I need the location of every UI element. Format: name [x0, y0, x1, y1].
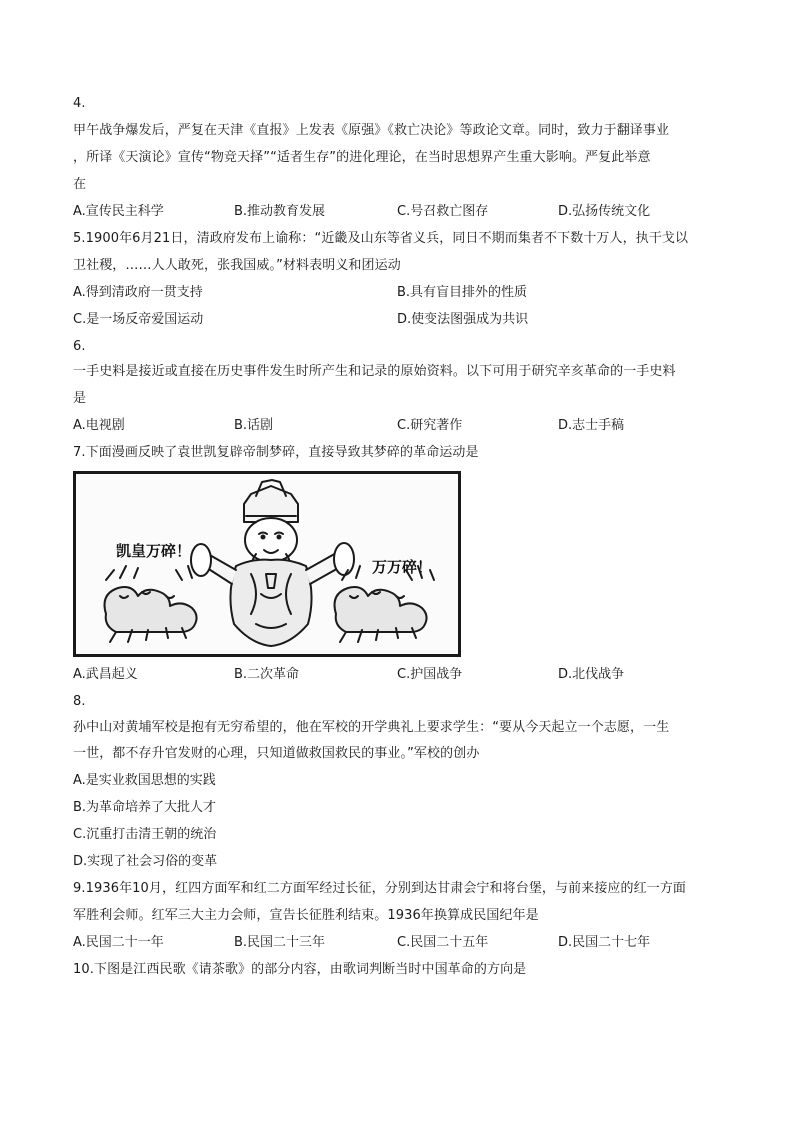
q6-option-c: C.研究著作: [397, 418, 463, 433]
q7-option-b: B.二次革命: [234, 667, 300, 682]
q9-option-d: D.民国二十七年: [558, 935, 651, 950]
q8-option-a: A.是实业救国思想的实践: [73, 773, 216, 788]
q7-stem: 7.下面漫画反映了袁世凯复辟帝制梦碎，直接导致其梦碎的革命运动是: [73, 445, 479, 460]
q4-stem-line-3: 在: [73, 177, 87, 192]
q6-option-d: D.志士手稿: [558, 418, 625, 433]
q4-option-a: A.宣传民主科学: [73, 204, 164, 219]
cartoon-left-caption: 凯皇万碎！: [116, 542, 192, 560]
q7-option-d: D.北伐战争: [558, 667, 625, 682]
q6-stem-line-1: 一手史料是接近或直接在历史事件发生时所产生和记录的原始资料。以下可用于研究辛亥革命的一手史料: [73, 364, 676, 379]
q5-option-d: D.使变法图强成为共识: [397, 312, 529, 327]
q5-stem-line-2: 卫社稷，……人人敢死，张我国威。”材料表明义和团运动: [73, 258, 401, 273]
q4-number: 4.: [73, 96, 86, 111]
q5-option-a: A.得到清政府一贯支持: [73, 285, 203, 300]
q8-stem-line-1: 孙中山对黄埔军校是抱有无穷希望的，他在军校的开学典礼上要求学生：“要从今天起立一个志愿，一生: [73, 720, 670, 735]
q9-option-a: A.民国二十一年: [73, 935, 164, 950]
q9-option-c: C.民国二十五年: [397, 935, 489, 950]
q5-option-c: C.是一场反帝爱国运动: [73, 312, 204, 327]
q4-stem-line-1: 甲午战争爆发后，严复在天津《直报》上发表《原强》《救亡决论》等政论文章。同时，致力于翻译事业: [73, 123, 670, 138]
q4-option-c: C.号召救亡图存: [397, 204, 489, 219]
q9-stem-line-1: 9.1936年10月，红四方面军和红二方面军经过长征，分别到达甘肃会宁和将台堡，与前来接应的红一方面: [73, 881, 687, 896]
q4-option-b: B.推动教育发展: [234, 204, 326, 219]
q6-stem-line-2: 是: [73, 391, 87, 406]
yuan-shikai-cartoon: [73, 471, 461, 657]
q8-stem-line-2: 一世，都不存升官发财的心理，只知道做救国救民的事业。”军校的创办: [73, 746, 480, 761]
q9-stem-line-2: 军胜利会师。红军三大主力会师，宣告长征胜利结束。1936年换算成民国纪年是: [73, 908, 539, 923]
q4-option-d: D.弘扬传统文化: [558, 204, 651, 219]
q6-number: 6.: [73, 339, 86, 354]
q5-option-b: B.具有盲目排外的性质: [397, 285, 528, 300]
q7-option-a: A.武昌起义: [73, 667, 138, 682]
q4-stem-line-2: ，所译《天演论》宣传“物竞天择”“适者生存”的进化理论，在当时思想界产生重大影响。严复此举意: [73, 150, 651, 165]
q7-option-c: C.护国战争: [397, 667, 463, 682]
q8-option-c: C.沉重打击清王朝的统治: [73, 827, 217, 842]
q9-option-b: B.民国二十三年: [234, 935, 326, 950]
q6-option-a: A.电视剧: [73, 418, 125, 433]
q8-option-d: D.实现了社会习俗的变革: [73, 854, 218, 869]
cartoon-right-caption: 万万碎！: [372, 558, 433, 576]
q8-number: 8.: [73, 694, 86, 709]
q10-stem: 10.下图是江西民歌《请茶歌》的部分内容，由歌词判断当时中国革命的方向是: [73, 962, 527, 977]
q8-option-b: B.为革命培养了大批人才: [73, 800, 217, 815]
q5-stem-line-1: 5.1900年6月21日，清政府发布上谕称：“近畿及山东等省义兵，同日不期而集者不下数十万人，执干戈以: [73, 231, 689, 246]
q6-option-b: B.话剧: [234, 418, 274, 433]
